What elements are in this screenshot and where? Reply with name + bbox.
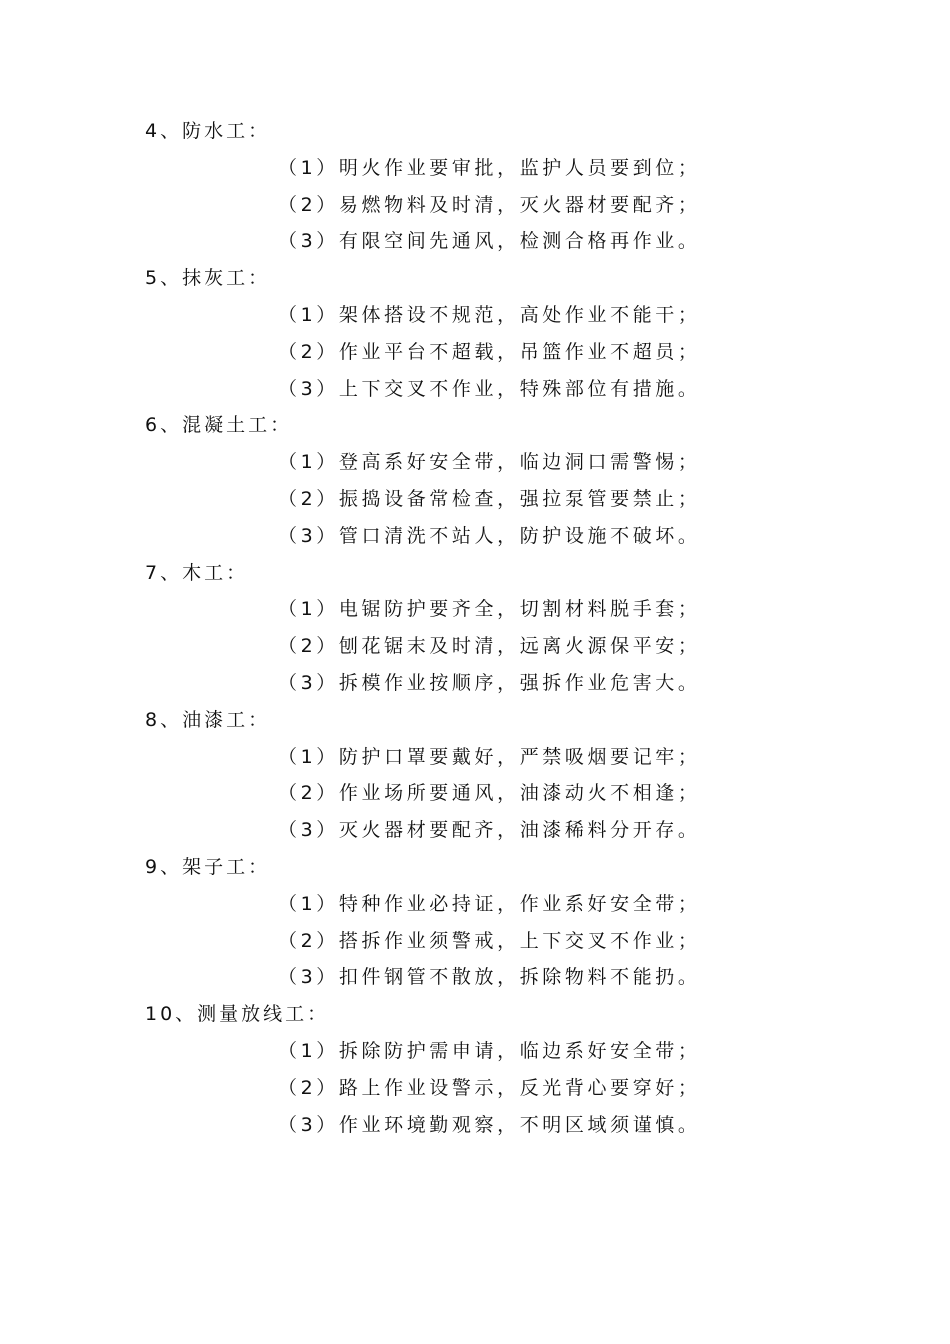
section-title: 10、测量放线工： — [145, 1003, 330, 1026]
section-4 — [0, 113, 950, 260]
section-title: 5、抹灰工： — [145, 267, 271, 290]
section-item: （1）拆除防护需申请，临边系好安全带； — [278, 1039, 701, 1062]
section-10 — [0, 996, 950, 1143]
section-title: 7、木工： — [145, 561, 249, 584]
section-item: （2）易燃物料及时清，灭火器材要配齐； — [278, 193, 701, 216]
section-item: （1）架体搭设不规范，高处作业不能干； — [278, 303, 701, 326]
document-body — [0, 113, 950, 1143]
section-title: 4、防水工： — [145, 120, 271, 142]
section-item: （3）灭火器材要配齐，油漆稀料分开存。 — [278, 819, 701, 842]
section-item: （2）搭拆作业须警戒，上下交叉不作业； — [278, 929, 701, 952]
section-item: （2）振捣设备常检查，强拉泵管要禁止； — [278, 487, 701, 510]
section-title: 6、混凝土工： — [145, 414, 293, 437]
section-item: （2）作业平台不超载，吊篮作业不超员； — [278, 340, 701, 363]
section-5 — [0, 260, 950, 407]
section-title: 8、油漆工： — [145, 708, 271, 731]
section-6 — [0, 407, 950, 554]
section-7 — [0, 555, 950, 702]
section-item: （3）作业环境勤观察，不明区域须谨慎。 — [278, 1113, 701, 1136]
section-9 — [0, 849, 950, 996]
section-item: （1）明火作业要审批，监护人员要到位； — [278, 156, 701, 179]
section-item: （2）路上作业设警示，反光背心要穿好； — [278, 1076, 701, 1099]
section-item: （1）登高系好安全带，临边洞口需警惕； — [278, 451, 701, 474]
section-item: （3）拆模作业按顺序，强拆作业危害大。 — [278, 671, 701, 694]
section-item: （3）管口清洗不站人，防护设施不破坏。 — [278, 524, 701, 547]
section-title: 9、架子工： — [145, 855, 271, 878]
section-item: （2）刨花锯末及时清，远离火源保平安； — [278, 635, 701, 658]
section-8 — [0, 702, 950, 849]
section-item: （1）特种作业必持证，作业系好安全带； — [278, 892, 701, 915]
section-item: （3）上下交叉不作业，特殊部位有措施。 — [278, 377, 701, 400]
section-item: （3）扣件钢管不散放，拆除物料不能扔。 — [278, 966, 701, 989]
section-item: （2）作业场所要通风，油漆动火不相逢； — [278, 782, 701, 805]
section-item: （3）有限空间先通风，检测合格再作业。 — [278, 230, 701, 253]
section-item: （1）电锯防护要齐全，切割材料脱手套； — [278, 598, 701, 621]
section-item: （1）防护口罩要戴好，严禁吸烟要记牢； — [278, 745, 701, 768]
